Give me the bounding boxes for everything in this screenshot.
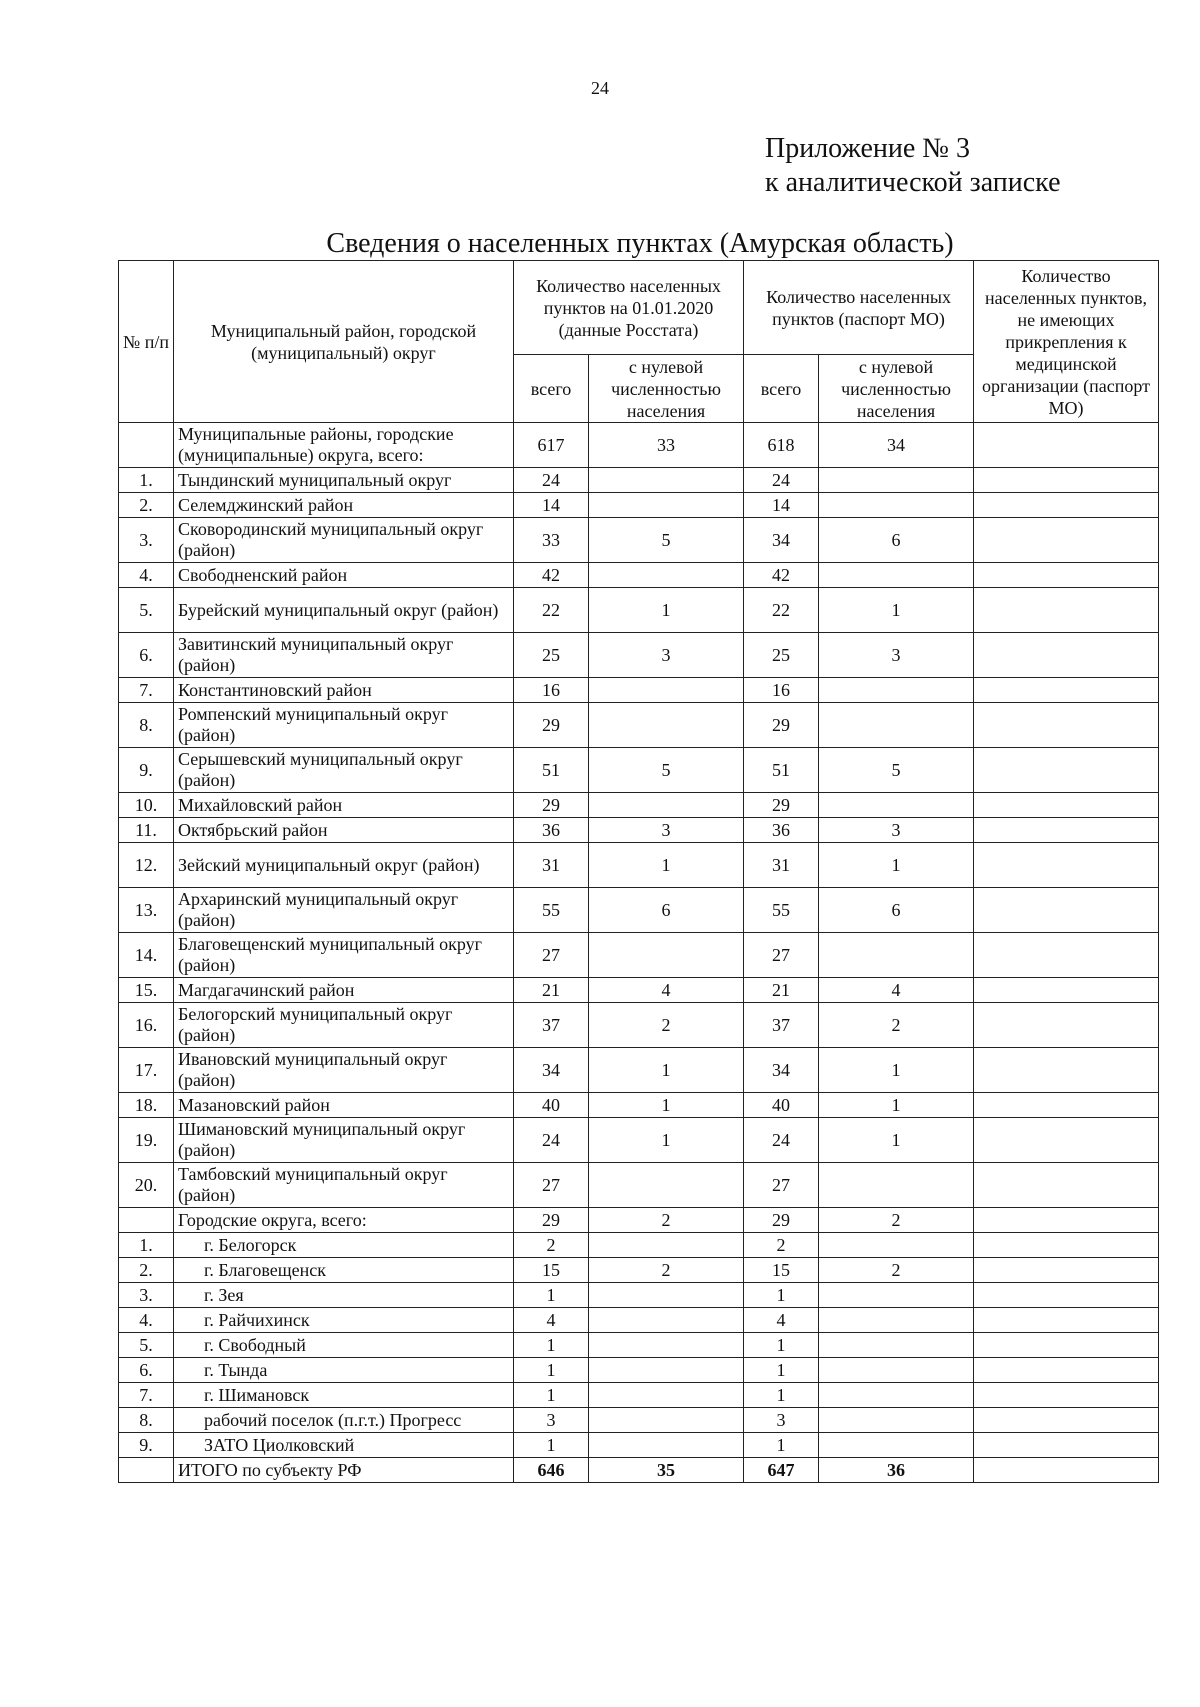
header-passport: Количество населенных пунктов (паспорт МО) [744,261,974,355]
passport-total-cell: 36 [744,818,819,843]
row-number: 20. [119,1163,174,1208]
no-medical-cell [974,818,1159,843]
rosstat-total-cell: 1 [514,1383,589,1408]
district-name: рабочий поселок (п.г.т.) Прогресс [174,1408,514,1433]
table-row [119,1233,1159,1258]
passport-zero-cell: 3 [819,633,974,678]
passport-total-cell: 1 [744,1283,819,1308]
no-medical-cell [974,748,1159,793]
row-number: 11. [119,818,174,843]
passport-total-cell: 1 [744,1333,819,1358]
rosstat-zero-cell: 1 [589,1118,744,1163]
rosstat-zero-cell: 1 [589,1048,744,1093]
passport-zero-cell: 36 [819,1458,974,1483]
rosstat-zero-cell: 1 [589,588,744,633]
passport-zero-cell [819,1408,974,1433]
table-row [119,933,1159,978]
table-row [119,1408,1159,1433]
row-number: 19. [119,1118,174,1163]
passport-total-cell: 34 [744,1048,819,1093]
row-number [119,1458,174,1483]
district-name: Серышевский муниципальный округ (район) [174,748,514,793]
rosstat-total-cell: 2 [514,1233,589,1258]
district-name: Свободненский район [174,563,514,588]
table-row [119,843,1159,888]
rosstat-total-cell: 24 [514,468,589,493]
rosstat-total-cell: 4 [514,1308,589,1333]
passport-total-cell: 22 [744,588,819,633]
rosstat-zero-cell: 5 [589,518,744,563]
passport-total-cell: 647 [744,1458,819,1483]
table-row [119,1003,1159,1048]
table-row [119,818,1159,843]
district-name: Сковородинский муниципальный округ (район) [174,518,514,563]
no-medical-cell [974,493,1159,518]
rosstat-total-cell: 34 [514,1048,589,1093]
passport-zero-cell [819,1308,974,1333]
table-row [119,1358,1159,1383]
passport-zero-cell [819,1283,974,1308]
rosstat-total-cell: 33 [514,518,589,563]
passport-zero-cell [819,1333,974,1358]
page-number: 24 [591,78,609,98]
rosstat-total-cell: 31 [514,843,589,888]
rosstat-total-cell: 1 [514,1358,589,1383]
district-name: г. Райчихинск [174,1308,514,1333]
row-number: 4. [119,1308,174,1333]
header-rosstat-zero: с нулевой численностью населения [589,355,744,423]
passport-zero-cell: 3 [819,818,974,843]
table-row [119,1093,1159,1118]
district-name: г. Белогорск [174,1233,514,1258]
passport-total-cell: 27 [744,933,819,978]
row-number: 14. [119,933,174,978]
no-medical-cell [974,1163,1159,1208]
table-row [119,1118,1159,1163]
rosstat-zero-cell [589,1233,744,1258]
rosstat-total-cell: 55 [514,888,589,933]
rosstat-zero-cell [589,703,744,748]
row-number: 3. [119,518,174,563]
rosstat-zero-cell [589,1163,744,1208]
rosstat-zero-cell: 3 [589,633,744,678]
district-name: Городские округа, всего: [174,1208,514,1233]
district-name: ЗАТО Циолковский [174,1433,514,1458]
rosstat-total-cell: 37 [514,1003,589,1048]
row-number: 7. [119,678,174,703]
passport-zero-cell [819,1358,974,1383]
rosstat-zero-cell [589,468,744,493]
rosstat-zero-cell [589,493,744,518]
passport-total-cell: 24 [744,1118,819,1163]
passport-total-cell: 21 [744,978,819,1003]
passport-zero-cell [819,1163,974,1208]
row-number: 3. [119,1283,174,1308]
table-row [119,703,1159,748]
table-row [119,678,1159,703]
no-medical-cell [974,423,1159,468]
district-name: Благовещенский муниципальный округ (район) [174,933,514,978]
passport-zero-cell: 6 [819,518,974,563]
passport-zero-cell: 34 [819,423,974,468]
table-row [119,1283,1159,1308]
district-name: Бурейский муниципальный округ (район) [174,588,514,633]
header-no-medical: Количество населенных пунктов, не имеющих прикрепления к медицинской организации (паспорт МО) [974,261,1159,423]
table-row [119,493,1159,518]
table-row [119,1458,1159,1483]
passport-total-cell: 25 [744,633,819,678]
passport-zero-cell [819,703,974,748]
row-number: 5. [119,1333,174,1358]
rosstat-total-cell: 22 [514,588,589,633]
district-name: Ромпенский муниципальный округ (район) [174,703,514,748]
rosstat-zero-cell: 2 [589,1258,744,1283]
table-row [119,748,1159,793]
district-name: Завитинский муниципальный округ (район) [174,633,514,678]
district-name: г. Тында [174,1358,514,1383]
table-row [119,468,1159,493]
passport-zero-cell: 5 [819,748,974,793]
rosstat-total-cell: 1 [514,1333,589,1358]
no-medical-cell [974,843,1159,888]
rosstat-total-cell: 16 [514,678,589,703]
appendix-line-2: к аналитической записке [765,167,1061,198]
row-number: 7. [119,1383,174,1408]
header-passport-zero: с нулевой численностью населения [819,355,974,423]
district-name: Зейский муниципальный округ (район) [174,843,514,888]
rosstat-total-cell: 617 [514,423,589,468]
rosstat-total-cell: 27 [514,933,589,978]
rosstat-total-cell: 25 [514,633,589,678]
row-number: 8. [119,1408,174,1433]
no-medical-cell [974,1093,1159,1118]
district-name: Селемджинский район [174,493,514,518]
no-medical-cell [974,933,1159,978]
passport-zero-cell [819,933,974,978]
passport-total-cell: 42 [744,563,819,588]
settlements-table [118,260,1159,1483]
row-number: 1. [119,468,174,493]
header-rosstat: Количество населенных пунктов на 01.01.2020 (данные Росстата) [514,261,744,355]
table-row [119,888,1159,933]
passport-total-cell: 29 [744,703,819,748]
table-row [119,793,1159,818]
passport-zero-cell: 2 [819,1003,974,1048]
passport-total-cell: 29 [744,793,819,818]
rosstat-total-cell: 27 [514,1163,589,1208]
rosstat-total-cell: 36 [514,818,589,843]
passport-zero-cell: 6 [819,888,974,933]
row-number: 9. [119,1433,174,1458]
appendix-line-1: Приложение № 3 [765,133,970,164]
table-row [119,1048,1159,1093]
rosstat-zero-cell [589,793,744,818]
district-name: Мазановский район [174,1093,514,1118]
district-name: Белогорский муниципальный округ (район) [174,1003,514,1048]
header-passport-total: всего [744,355,819,423]
table-row [119,1383,1159,1408]
district-name: Тындинский муниципальный округ [174,468,514,493]
row-number: 5. [119,588,174,633]
no-medical-cell [974,703,1159,748]
passport-zero-cell [819,563,974,588]
district-name: Муниципальные районы, городские (муниципальные) округа, всего: [174,423,514,468]
rosstat-zero-cell: 4 [589,978,744,1003]
passport-zero-cell [819,493,974,518]
no-medical-cell [974,1208,1159,1233]
rosstat-total-cell: 14 [514,493,589,518]
passport-total-cell: 51 [744,748,819,793]
passport-zero-cell: 1 [819,1093,974,1118]
rosstat-zero-cell [589,1283,744,1308]
rosstat-total-cell: 1 [514,1283,589,1308]
rosstat-total-cell: 3 [514,1408,589,1433]
row-number: 2. [119,1258,174,1283]
passport-total-cell: 3 [744,1408,819,1433]
rosstat-zero-cell [589,1433,744,1458]
passport-total-cell: 2 [744,1233,819,1258]
rosstat-zero-cell: 3 [589,818,744,843]
row-number: 9. [119,748,174,793]
passport-total-cell: 1 [744,1358,819,1383]
passport-total-cell: 24 [744,468,819,493]
district-name: г. Свободный [174,1333,514,1358]
district-name: ИТОГО по субъекту РФ [174,1458,514,1483]
row-number: 13. [119,888,174,933]
passport-zero-cell: 2 [819,1258,974,1283]
row-number: 1. [119,1233,174,1258]
passport-total-cell: 37 [744,1003,819,1048]
district-name: Тамбовский муниципальный округ (район) [174,1163,514,1208]
passport-zero-cell [819,793,974,818]
passport-total-cell: 40 [744,1093,819,1118]
rosstat-zero-cell [589,1333,744,1358]
rosstat-total-cell: 29 [514,1208,589,1233]
rosstat-zero-cell: 1 [589,1093,744,1118]
passport-total-cell: 1 [744,1383,819,1408]
passport-zero-cell: 1 [819,843,974,888]
header-rosstat-total: всего [514,355,589,423]
appendix-caption [765,132,1061,200]
no-medical-cell [974,793,1159,818]
document-title: Сведения о населенных пунктах (Амурская область) [326,228,954,259]
header-district: Муниципальный район, городской (муниципальный) округ [174,261,514,423]
row-number: 6. [119,1358,174,1383]
no-medical-cell [974,1003,1159,1048]
table-body [119,423,1159,1483]
no-medical-cell [974,633,1159,678]
row-number: 12. [119,843,174,888]
passport-zero-cell [819,1433,974,1458]
no-medical-cell [974,1383,1159,1408]
district-name: Октябрьский район [174,818,514,843]
rosstat-total-cell: 40 [514,1093,589,1118]
rosstat-total-cell: 29 [514,703,589,748]
no-medical-cell [974,678,1159,703]
table-row [119,518,1159,563]
rosstat-zero-cell [589,933,744,978]
table-row [119,1333,1159,1358]
no-medical-cell [974,978,1159,1003]
table-row [119,633,1159,678]
passport-total-cell: 14 [744,493,819,518]
no-medical-cell [974,1458,1159,1483]
table-row [119,1258,1159,1283]
passport-total-cell: 55 [744,888,819,933]
district-name: Архаринский муниципальный округ (район) [174,888,514,933]
rosstat-total-cell: 51 [514,748,589,793]
table-row [119,1208,1159,1233]
district-name: г. Шимановск [174,1383,514,1408]
passport-zero-cell [819,468,974,493]
district-name: Константиновский район [174,678,514,703]
passport-zero-cell: 2 [819,1208,974,1233]
table-row [119,588,1159,633]
rosstat-total-cell: 29 [514,793,589,818]
row-number: 15. [119,978,174,1003]
row-number: 2. [119,493,174,518]
table-row [119,1433,1159,1458]
passport-zero-cell [819,1383,974,1408]
table-row [119,1163,1159,1208]
rosstat-zero-cell [589,678,744,703]
district-name: Шимановский муниципальный округ (район) [174,1118,514,1163]
district-name: Магдагачинский район [174,978,514,1003]
row-number [119,423,174,468]
rosstat-zero-cell [589,563,744,588]
rosstat-zero-cell: 2 [589,1003,744,1048]
passport-total-cell: 15 [744,1258,819,1283]
no-medical-cell [974,1258,1159,1283]
district-name: Михайловский район [174,793,514,818]
row-number: 16. [119,1003,174,1048]
no-medical-cell [974,588,1159,633]
rosstat-total-cell: 646 [514,1458,589,1483]
passport-total-cell: 29 [744,1208,819,1233]
no-medical-cell [974,468,1159,493]
no-medical-cell [974,1358,1159,1383]
rosstat-zero-cell [589,1358,744,1383]
passport-total-cell: 34 [744,518,819,563]
passport-total-cell: 4 [744,1308,819,1333]
no-medical-cell [974,563,1159,588]
rosstat-zero-cell: 1 [589,843,744,888]
passport-zero-cell: 1 [819,588,974,633]
table-row [119,423,1159,468]
passport-total-cell: 1 [744,1433,819,1458]
rosstat-zero-cell: 35 [589,1458,744,1483]
district-name: г. Зея [174,1283,514,1308]
passport-zero-cell: 1 [819,1048,974,1093]
rosstat-zero-cell [589,1308,744,1333]
no-medical-cell [974,1433,1159,1458]
rosstat-zero-cell: 5 [589,748,744,793]
no-medical-cell [974,1283,1159,1308]
no-medical-cell [974,1408,1159,1433]
row-number: 6. [119,633,174,678]
no-medical-cell [974,888,1159,933]
row-number [119,1208,174,1233]
rosstat-total-cell: 21 [514,978,589,1003]
passport-zero-cell: 1 [819,1118,974,1163]
passport-zero-cell: 4 [819,978,974,1003]
passport-total-cell: 16 [744,678,819,703]
rosstat-zero-cell: 2 [589,1208,744,1233]
table-row [119,1308,1159,1333]
no-medical-cell [974,1118,1159,1163]
no-medical-cell [974,518,1159,563]
rosstat-total-cell: 42 [514,563,589,588]
header-num: № п/п [119,261,174,423]
rosstat-total-cell: 24 [514,1118,589,1163]
row-number: 8. [119,703,174,748]
rosstat-zero-cell [589,1408,744,1433]
rosstat-zero-cell: 33 [589,423,744,468]
no-medical-cell [974,1233,1159,1258]
no-medical-cell [974,1308,1159,1333]
row-number: 18. [119,1093,174,1118]
district-name: г. Благовещенск [174,1258,514,1283]
row-number: 4. [119,563,174,588]
rosstat-zero-cell: 6 [589,888,744,933]
rosstat-total-cell: 1 [514,1433,589,1458]
rosstat-zero-cell [589,1383,744,1408]
passport-zero-cell [819,1233,974,1258]
passport-total-cell: 27 [744,1163,819,1208]
row-number: 17. [119,1048,174,1093]
no-medical-cell [974,1333,1159,1358]
table-row [119,978,1159,1003]
passport-total-cell: 618 [744,423,819,468]
passport-zero-cell [819,678,974,703]
table-row [119,563,1159,588]
rosstat-total-cell: 15 [514,1258,589,1283]
no-medical-cell [974,1048,1159,1093]
row-number: 10. [119,793,174,818]
district-name: Ивановский муниципальный округ (район) [174,1048,514,1093]
passport-total-cell: 31 [744,843,819,888]
